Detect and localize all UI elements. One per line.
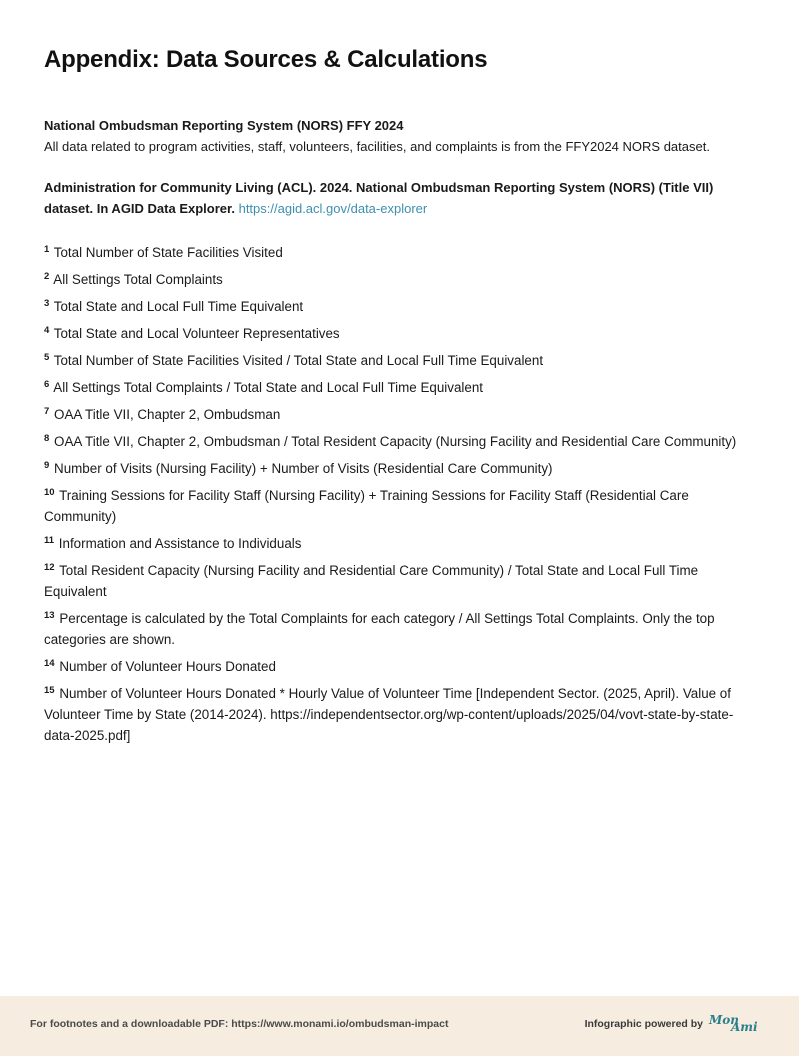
footnote-number: 5 bbox=[44, 352, 50, 363]
footnote-item bbox=[44, 242, 760, 263]
footnote-number: 1 bbox=[44, 244, 50, 255]
acl-source bbox=[44, 177, 760, 219]
nors-source bbox=[44, 115, 760, 157]
footnote-number: 14 bbox=[44, 658, 55, 669]
footnote-number: 6 bbox=[44, 379, 50, 390]
footnote-item bbox=[44, 683, 760, 746]
nors-source-title: National Ombudsman Reporting System (NORS) FFY 2024 bbox=[44, 118, 404, 133]
footnote-text: Total Resident Capacity (Nursing Facility and Residential Care Community) / Total State and Local Full Time Equivalent bbox=[44, 563, 699, 599]
footnote-number: 9 bbox=[44, 460, 50, 471]
footnote-item bbox=[44, 323, 760, 344]
footnote-number: 15 bbox=[44, 685, 55, 696]
footnote-text: OAA Title VII, Chapter 2, Ombudsman / Total Resident Capacity (Nursing Facility and Residential Care Community) bbox=[54, 434, 737, 449]
footer-note: For footnotes and a downloadable PDF: https://www.monami.io/ombudsman-impact bbox=[30, 1018, 449, 1030]
footnote-item bbox=[44, 533, 760, 554]
footer-credit bbox=[585, 1013, 761, 1035]
footnote-text: Training Sessions for Facility Staff (Nursing Facility) + Training Sessions for Facility Staff (Residential Care Community) bbox=[44, 488, 689, 524]
page-title: Appendix: Data Sources & Calculations bbox=[44, 46, 488, 73]
acl-citation: Administration for Community Living (ACL). 2024. National Ombudsman Reporting System (NORS) (Title VII) dataset. In AGID Data Explorer. bbox=[44, 180, 714, 216]
footnote-number: 11 bbox=[44, 535, 55, 546]
footnote-text: Total State and Local Full Time Equivalent bbox=[53, 299, 304, 314]
footnote-text: Total State and Local Volunteer Representatives bbox=[53, 326, 340, 341]
footnote-text: Total Number of State Facilities Visited bbox=[53, 245, 283, 260]
footer bbox=[0, 996, 799, 1056]
brand-logo-part-1: Mon bbox=[709, 1013, 740, 1027]
footnote-item bbox=[44, 377, 760, 398]
footnote-text: OAA Title VII, Chapter 2, Ombudsman bbox=[54, 407, 281, 422]
footnote-number: 12 bbox=[44, 562, 55, 573]
footnote-item bbox=[44, 485, 760, 527]
monami-logo[interactable] bbox=[709, 1013, 761, 1035]
footer-credit-label: Infographic powered by bbox=[584, 1018, 703, 1030]
footnote-number: 3 bbox=[44, 298, 50, 309]
footnote-item bbox=[44, 656, 760, 677]
footnote-item bbox=[44, 560, 760, 602]
footnote-item bbox=[44, 458, 760, 479]
footnote-number: 2 bbox=[44, 271, 50, 282]
brand-logo-part-2: Ami bbox=[731, 1020, 758, 1034]
footnote-number: 4 bbox=[44, 325, 50, 336]
footnote-text: Number of Volunteer Hours Donated bbox=[59, 659, 276, 674]
footnote-text: Total Number of State Facilities Visited / Total State and Local Full Time Equivalent bbox=[53, 353, 544, 368]
footnote-item bbox=[44, 431, 760, 452]
footnote-number: 7 bbox=[44, 406, 50, 417]
footnote-text: Number of Visits (Nursing Facility) + Number of Visits (Residential Care Community) bbox=[54, 461, 553, 476]
nors-source-description: All data related to program activities, staff, volunteers, facilities, and complaints is from the FFY2024 NORS dataset. bbox=[44, 139, 710, 154]
footnote-item bbox=[44, 608, 760, 650]
footnote-item bbox=[44, 350, 760, 371]
footnote-text: All Settings Total Complaints / Total State and Local Full Time Equivalent bbox=[53, 380, 484, 395]
footnote-text: Information and Assistance to Individuals bbox=[58, 536, 302, 551]
footnote-item bbox=[44, 296, 760, 317]
footnote-item bbox=[44, 269, 760, 290]
footnote-item bbox=[44, 404, 760, 425]
footnote-text: All Settings Total Complaints bbox=[53, 272, 223, 287]
footnote-text: Number of Volunteer Hours Donated * Hourly Value of Volunteer Time [Independent Sector. (2025, April). Value of Volunteer Time by State (2014-2024). https://independentsector.org/wp-content/uploads/2025/04/vovt-state-by-state-data-2025.pdf] bbox=[44, 686, 734, 743]
footnote-text: Percentage is calculated by the Total Complaints for each category / All Settings Total Complaints. Only the top categories are shown. bbox=[44, 611, 715, 647]
footnote-number: 8 bbox=[44, 433, 50, 444]
footnote-number: 13 bbox=[44, 610, 55, 621]
footnote-number: 10 bbox=[44, 487, 55, 498]
footnote-list bbox=[44, 242, 760, 752]
agid-data-explorer-link[interactable]: https://agid.acl.gov/data-explorer bbox=[238, 201, 428, 216]
